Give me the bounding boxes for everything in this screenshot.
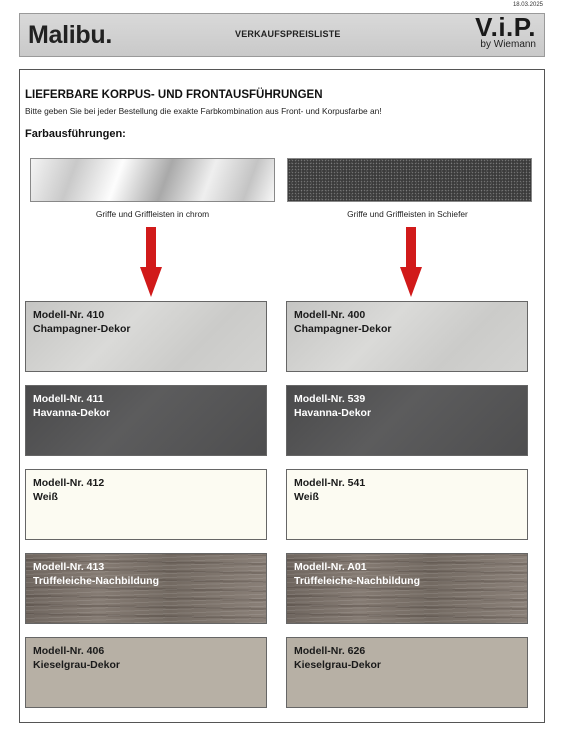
model-name: Trüffeleiche-Nachbildung xyxy=(294,575,421,587)
logo-main: V.i.P. xyxy=(475,12,536,42)
model-tile-626 xyxy=(286,637,528,708)
order-note: Bitte geben Sie bei jeder Bestellung die exakte Farbkombination aus Front- und Korpusfarbe an! xyxy=(25,106,382,116)
logo-sub: by Wiemann xyxy=(480,39,536,50)
model-tile-406 xyxy=(25,637,267,708)
model-name: Trüffeleiche-Nachbildung xyxy=(33,575,160,587)
model-number: Modell-Nr. 541 xyxy=(294,477,366,489)
chrome-handle-swatch xyxy=(30,158,275,202)
model-tile-539 xyxy=(286,385,528,456)
brand-name: Malibu. xyxy=(28,21,113,49)
model-tile-411 xyxy=(25,385,267,456)
arrow-down-icon xyxy=(400,227,422,299)
model-name: Champagner-Dekor xyxy=(33,323,131,335)
model-tile-541 xyxy=(286,469,528,540)
model-name: Kieselgrau-Dekor xyxy=(33,659,120,671)
model-number: Modell-Nr. 406 xyxy=(33,645,105,657)
header-title: VERKAUFSPREISLISTE xyxy=(235,29,341,39)
model-number: Modell-Nr. A01 xyxy=(294,561,367,573)
chrome-handle-caption: Griffe und Griffleisten in chrom xyxy=(95,209,210,219)
model-name: Kieselgrau-Dekor xyxy=(294,659,381,671)
slate-handle-swatch xyxy=(287,158,532,202)
slate-handle-caption: Griffe und Griffleisten in Schiefer xyxy=(347,209,468,219)
model-number: Modell-Nr. 539 xyxy=(294,393,366,405)
model-number: Modell-Nr. 626 xyxy=(294,645,366,657)
model-number: Modell-Nr. 411 xyxy=(33,393,104,405)
vip-logo xyxy=(475,12,536,50)
document-date: 18.03.2025 xyxy=(512,2,543,8)
arrow-down-icon xyxy=(140,227,162,299)
model-name: Havanna-Dekor xyxy=(33,407,111,419)
model-number: Modell-Nr. 413 xyxy=(33,561,105,573)
model-name: Weiß xyxy=(294,491,319,503)
model-tile-412 xyxy=(25,469,267,540)
model-tile-413 xyxy=(25,553,267,624)
model-number: Modell-Nr. 400 xyxy=(294,309,366,321)
section-title: Farbausführungen: xyxy=(25,128,126,140)
model-name: Havanna-Dekor xyxy=(294,407,372,419)
model-tile-400 xyxy=(286,301,528,372)
model-tile-410 xyxy=(25,301,267,372)
page-heading: LIEFERBARE KORPUS- UND FRONTAUSFÜHRUNGEN xyxy=(25,89,323,101)
model-number: Modell-Nr. 412 xyxy=(33,477,105,489)
model-name: Champagner-Dekor xyxy=(294,323,392,335)
model-number: Modell-Nr. 410 xyxy=(33,309,105,321)
header-bar xyxy=(19,13,545,57)
model-name: Weiß xyxy=(33,491,58,503)
model-tile-a01 xyxy=(286,553,528,624)
